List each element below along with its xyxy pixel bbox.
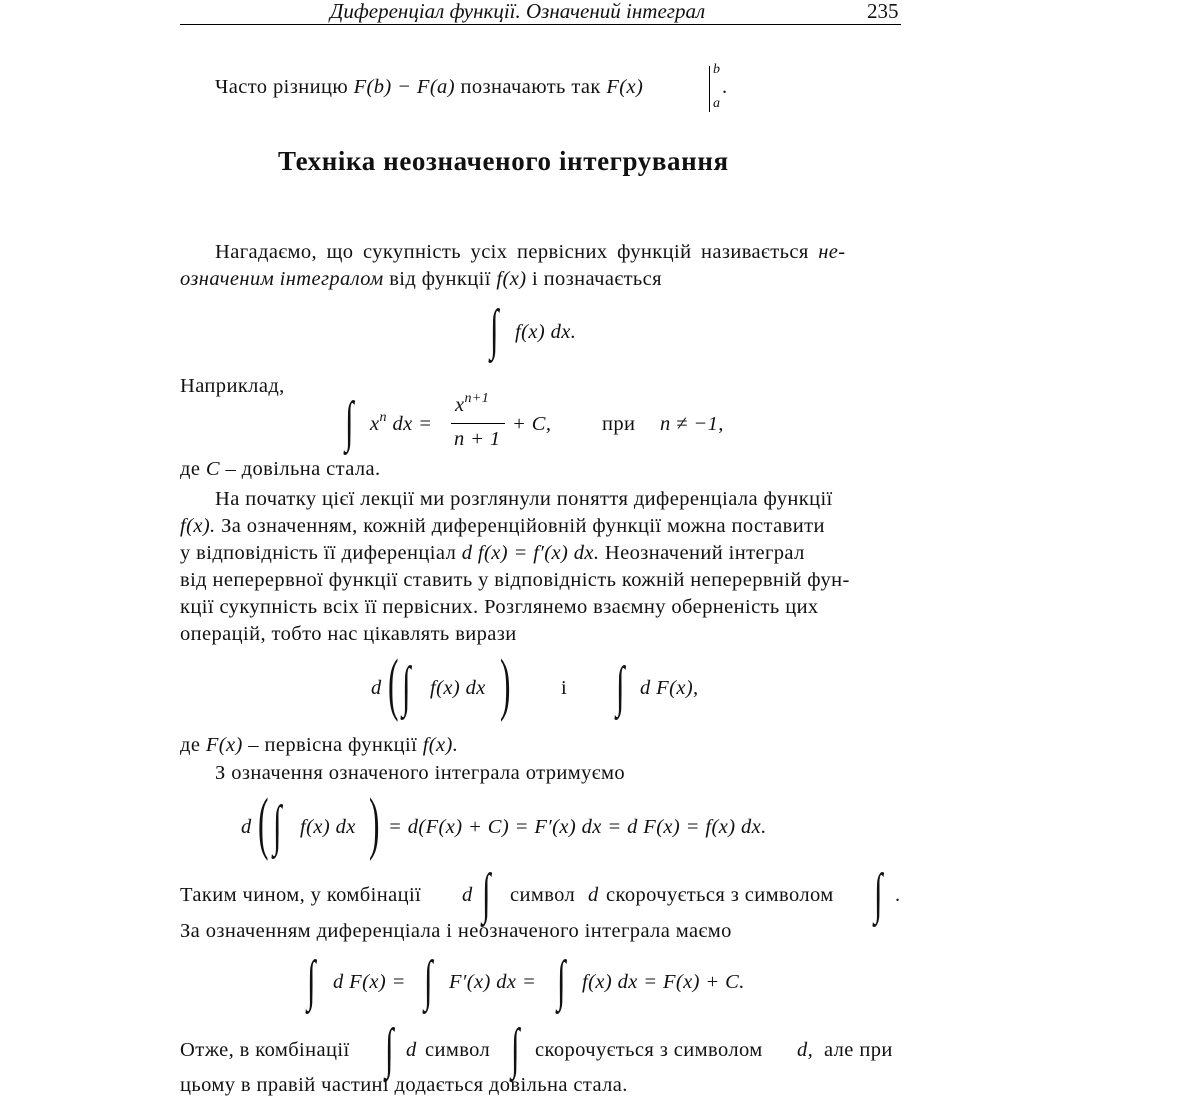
para2-line3-tail: Неозначений інтеграл xyxy=(604,542,805,564)
example-lhs-exp: n xyxy=(379,410,387,425)
para2-line2-text: За означенням, кожній диференційовній функції можна поставити xyxy=(221,515,825,537)
numerator-exp: n+1 xyxy=(464,391,490,406)
integral-sign: ∫ xyxy=(385,1018,394,1080)
para1-line2-expr: f(x) xyxy=(496,268,527,290)
thus-text-c: скорочується з символом xyxy=(606,884,834,906)
hence-text-a: Отже, в комбінації xyxy=(180,1039,350,1061)
fraction-denominator: n + 1 xyxy=(454,428,501,450)
integral-sign: ∫ xyxy=(557,950,566,1012)
integral-sign: ∫ xyxy=(345,391,354,453)
integral-sign: ∫ xyxy=(424,950,433,1012)
right-paren: ) xyxy=(500,646,511,723)
left-paren: ( xyxy=(258,785,269,862)
running-title: Диференціал функції. Означений інтеграл xyxy=(330,0,706,23)
integral-sign: ∫ xyxy=(616,656,625,718)
eq2-right: d F(x), xyxy=(640,677,699,699)
para2-line2 xyxy=(180,515,825,538)
para1-line2-text-b: і позначається xyxy=(531,268,663,290)
hence-line2: цьому в правій частині додається довільна стала. xyxy=(180,1074,628,1096)
example-lhs-base: x xyxy=(370,413,380,435)
eq2-d: d xyxy=(371,677,382,699)
thus-d2: d xyxy=(588,884,599,906)
para2-line5: кції сукупність всіх її первісних. Розглянемо взаємну оберненість цих xyxy=(180,596,819,618)
integral-sign: ∫ xyxy=(273,795,282,857)
const-var: C xyxy=(205,458,220,480)
example-lhs-dx: dx = xyxy=(392,413,433,435)
left-paren: ( xyxy=(388,646,399,723)
primitive-expr2: f(x). xyxy=(422,734,459,756)
by-definition-line: За означенням диференціала і неозначеного інтеграла маємо xyxy=(180,920,732,942)
page-number: 235 xyxy=(867,0,899,23)
para2-line1: На початку цієї лекції ми розглянули поняття диференціала функції xyxy=(215,488,833,510)
primitive-text-b: – первісна функції xyxy=(248,734,418,756)
example-label: Наприклад, xyxy=(180,375,285,397)
eq4-part3: f(x) dx = F(x) + C. xyxy=(582,971,745,993)
hence-text-b: символ xyxy=(425,1039,491,1061)
eq3-rhs: = d(F(x) + C) = F′(x) dx = d F(x) = f(x) dx. xyxy=(388,816,767,838)
const-line xyxy=(180,458,381,481)
const-line-text-a: де xyxy=(180,458,201,480)
example-plus-c: + C, xyxy=(512,413,552,435)
para1-line1-text: Нагадаємо, що сукупність усіх первісних функцій називається xyxy=(215,241,809,263)
para1-line2-text-a: від функції xyxy=(389,268,491,290)
para1-line1 xyxy=(215,241,846,264)
eval-lower-limit: a xyxy=(713,96,720,111)
example-lhs xyxy=(370,410,433,436)
para2-line6: операцій, тобто нас цікавлять вирази xyxy=(180,623,517,645)
para2-line3 xyxy=(180,542,805,565)
thus-text-b: символ xyxy=(510,884,576,906)
thus-text-a: Таким чином, у комбінації xyxy=(180,884,422,906)
para2-line3-expr: d f(x) = f′(x) dx. xyxy=(461,542,600,564)
thus-d: d xyxy=(462,884,473,906)
hence-d: d xyxy=(406,1039,417,1061)
integral-sign: ∫ xyxy=(482,863,491,925)
integral-sign: ∫ xyxy=(490,299,499,361)
example-when: при xyxy=(602,413,636,435)
para2-line3-text: у відповідність її диференціал xyxy=(180,542,457,564)
intro-period: . xyxy=(722,76,728,98)
primitive-text-a: де xyxy=(180,734,201,756)
intro-text-mid: позначають так xyxy=(460,76,601,98)
eval-upper-limit: b xyxy=(713,62,720,77)
thus-end: . xyxy=(895,884,901,906)
para2-line4: від неперервної функції ставить у відповідність кожній неперервній фун- xyxy=(180,569,850,591)
hence-text-d: але при xyxy=(824,1039,893,1061)
para1-line1-italic: не- xyxy=(818,241,846,263)
integral-sign: ∫ xyxy=(511,1018,520,1080)
intro-expr: F(b) − F(a) xyxy=(353,76,455,98)
right-paren: ) xyxy=(369,785,380,862)
intro-line xyxy=(215,76,643,99)
eq2-inner: f(x) dx xyxy=(430,677,486,699)
eq1-integrand: f(x) dx. xyxy=(515,321,577,343)
eq4-part1: d F(x) = xyxy=(333,971,406,993)
numerator-base: x xyxy=(455,394,465,416)
eq2-conj: і xyxy=(561,677,568,699)
example-condition: n ≠ −1, xyxy=(660,413,724,435)
primitive-line xyxy=(180,734,458,757)
section-title: Техніка неозначеного інтегрування xyxy=(278,146,729,176)
eq3-d: d xyxy=(241,816,252,838)
integral-sign: ∫ xyxy=(402,656,411,718)
fraction-numerator xyxy=(455,391,490,417)
fraction-bar xyxy=(451,423,505,424)
integral-sign: ∫ xyxy=(874,863,883,925)
hence-text-c: скорочується з символом xyxy=(535,1039,763,1061)
header-rule xyxy=(180,24,901,25)
eq3-inner: f(x) dx xyxy=(300,816,356,838)
para1-line2 xyxy=(180,268,662,291)
intro-text: Часто різницю xyxy=(215,76,349,98)
hence-d2: d, xyxy=(797,1039,814,1061)
term-indefinite-integral: означеним інтегралом xyxy=(180,268,384,290)
integral-sign: ∫ xyxy=(307,950,316,1012)
evaluation-bar xyxy=(709,66,710,112)
para2-line2-expr: f(x). xyxy=(180,515,216,537)
primitive-expr: F(x) xyxy=(205,734,243,756)
from-definition-line: З означення означеного інтеграла отримуємо xyxy=(215,762,625,784)
eq4-part2: F′(x) dx = xyxy=(449,971,537,993)
const-line-text-b: – довільна стала. xyxy=(225,458,381,480)
intro-expr2: F(x) xyxy=(606,76,644,98)
